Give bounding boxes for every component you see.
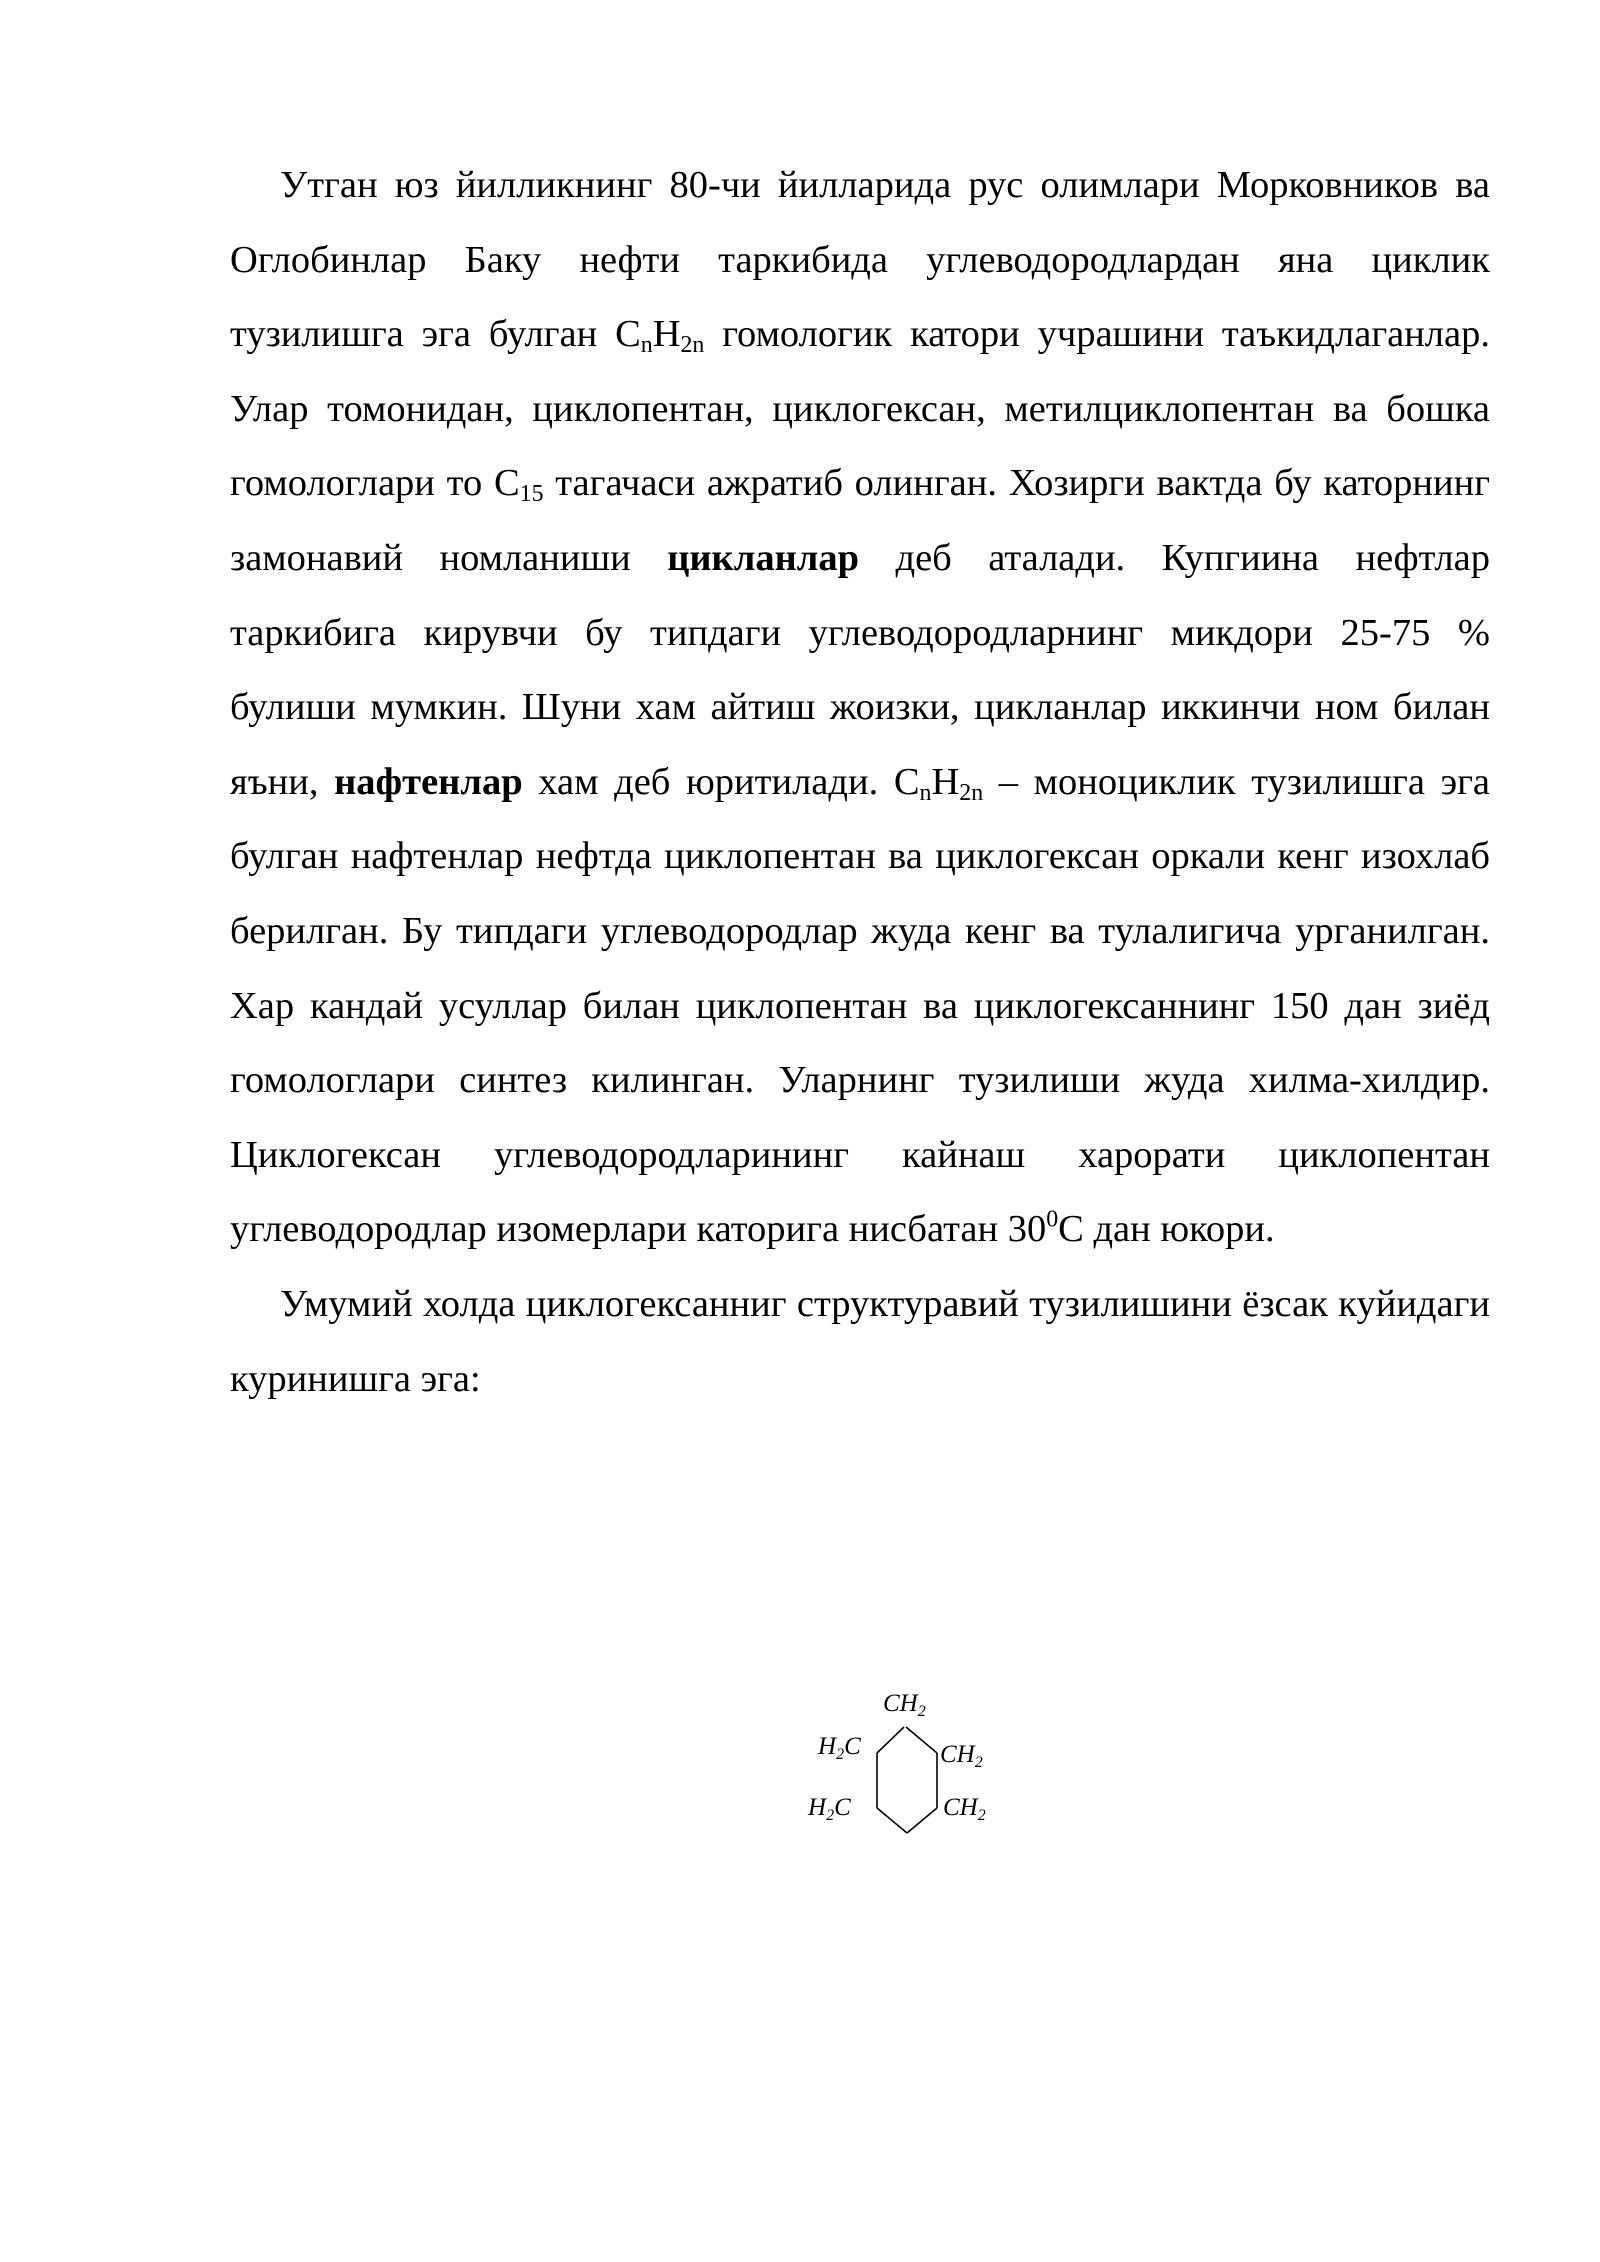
body-text (230, 148, 1490, 1416)
formula-text: H (652, 313, 681, 356)
paragraph-1 (230, 148, 1490, 1267)
formula-subscript: n (640, 332, 653, 359)
paragraph-1-text: Утган юз йилликнинг 80-чи йилларида рус олимлари Морковников ва Оглобинлар Баку нефти таркибида углеводородлардан яна циклик тузилишга эга булган C (230, 164, 1490, 356)
formula-subscript: n (919, 779, 932, 806)
cyclohexane-diagram (800, 1675, 1030, 1855)
bond-top-right (906, 1727, 937, 1753)
bond-bottom-left (877, 1808, 907, 1833)
bond-bottom-right (907, 1808, 937, 1833)
formula-subscript: 15 (519, 481, 544, 508)
bond-top-left (877, 1727, 904, 1753)
paragraph-2 (230, 1267, 1490, 1416)
label-top-ch2: $CH_2$ (883, 1690, 926, 1720)
paragraph-1-text: C дан юкори. (1058, 1208, 1275, 1251)
label-lower-left-h2c: $H_2C$ (808, 1794, 851, 1824)
label-upper-right-ch2: $CH_2$ (940, 1741, 983, 1771)
paragraph-1-text: тагачаси ажратиб олинган. Хозирги вактда бу каторнинг замонавий номланиши (230, 462, 1490, 579)
formula-subscript: 2n (680, 332, 705, 359)
paragraph-1-text: – моноциклик тузилишга эга булган нафтенлар нефтда циклопентан ва циклогексан оркали кенг изохлаб берилган. Бу типдаги углеводородлар жуда кенг ва тулалигича урганилган. Хар кандай усуллар билан циклопентан ва циклогексаннинг 150 дан зиёд гомологлари синтез килинган. Уларнинг тузилиши жуда хилма-хилдир. Циклогексан углеводородларининг кайнаш харорати циклопентан углеводородлар изомерлари каторига нисбатан 30 (230, 760, 1490, 1251)
paragraph-1-text: хам деб юритилади. C (522, 760, 920, 803)
hexagon-ring (877, 1727, 937, 1833)
degree-superscript: 0 (1046, 1207, 1059, 1233)
paragraph-2-text: Умумий холда циклогексанниг структуравий тузилишини ёзсак куйидаги куринишга эга: (230, 1282, 1490, 1400)
bold-term-naphthenes: нафтенлар (334, 760, 523, 803)
cyclohexane-structure (800, 1675, 1030, 1855)
formula-text: H (931, 760, 960, 803)
label-lower-right-ch2: $CH_2$ (943, 1794, 986, 1824)
paragraph-1-text: гомологик катори учрашини таъкидлаганлар. Улар томонидан, циклопентан, циклогексан, метилциклопентан ва бошка гомологлари то C (230, 313, 1490, 505)
bold-term-cyclanes: цикланлар (667, 536, 860, 579)
formula-subscript: 2n (959, 779, 984, 806)
label-upper-left-h2c: $H_2C$ (818, 1733, 861, 1763)
paragraph-1-text: деб аталади. Купгиина нефтлар таркибига кирувчи бу типдаги углеводородларнинг микдори 25-75 % булиши мумкин. Шуни хам айтиш жоизки, цикланлар иккинчи ном билан яъни, (230, 536, 1490, 803)
